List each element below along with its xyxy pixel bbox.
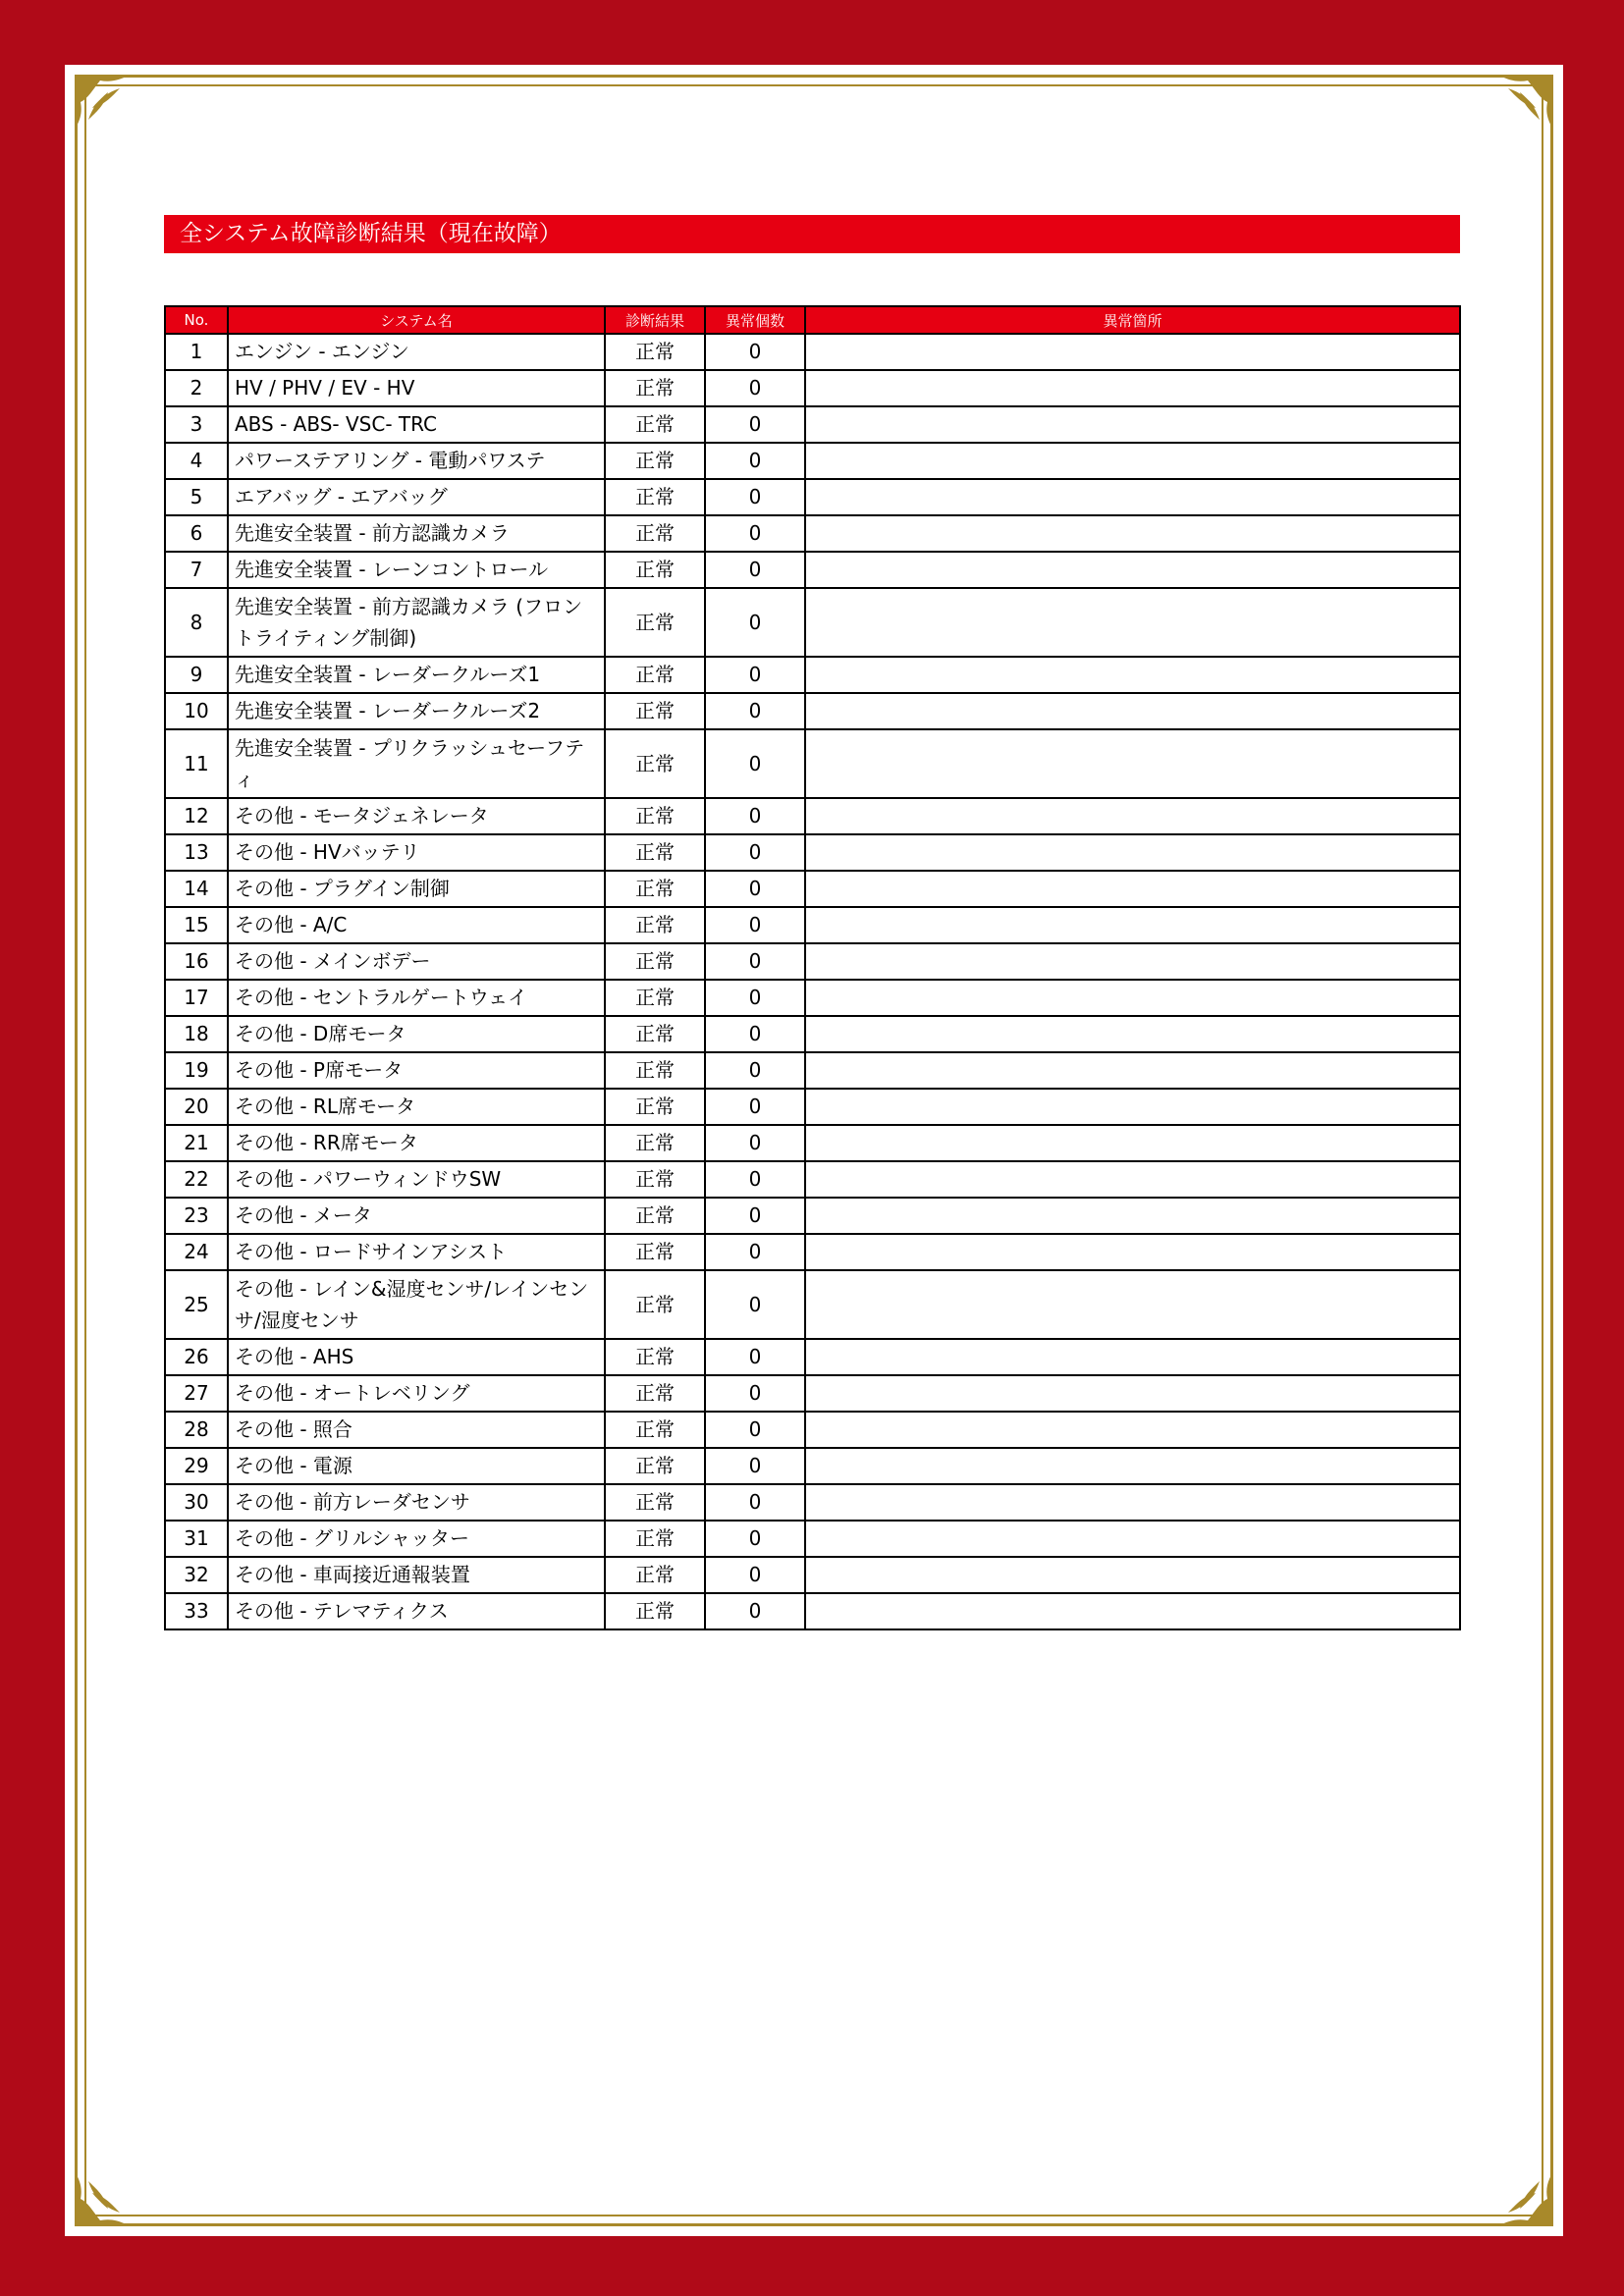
row-result-cell: 正常 <box>605 515 705 552</box>
row-system-cell: その他 - 車両接近通報装置 <box>228 1557 605 1593</box>
row-result-cell: 正常 <box>605 657 705 693</box>
row-system-cell: 先進安全装置 - 前方認識カメラ <box>228 515 605 552</box>
row-result-cell: 正常 <box>605 588 705 657</box>
row-count-cell: 0 <box>705 1234 805 1270</box>
row-result-cell: 正常 <box>605 1234 705 1270</box>
row-location-cell <box>805 1448 1460 1484</box>
row-count-cell: 0 <box>705 657 805 693</box>
row-system-cell: 先進安全装置 - レーンコントロール <box>228 552 605 588</box>
row-no-cell: 32 <box>165 1557 228 1593</box>
row-no-cell: 15 <box>165 907 228 943</box>
row-location-cell <box>805 1593 1460 1629</box>
row-location-cell <box>805 1412 1460 1448</box>
row-no-cell: 26 <box>165 1339 228 1375</box>
row-result-cell: 正常 <box>605 1375 705 1412</box>
row-system-cell: その他 - テレマティクス <box>228 1593 605 1629</box>
row-no-cell: 14 <box>165 871 228 907</box>
row-result-cell: 正常 <box>605 552 705 588</box>
row-count-cell: 0 <box>705 443 805 479</box>
row-location-cell <box>805 1198 1460 1234</box>
row-result-cell: 正常 <box>605 1052 705 1089</box>
row-location-cell <box>805 588 1460 657</box>
row-location-cell <box>805 657 1460 693</box>
row-location-cell <box>805 693 1460 729</box>
row-result-cell: 正常 <box>605 834 705 871</box>
row-result-cell: 正常 <box>605 1412 705 1448</box>
table-row <box>165 1557 1460 1593</box>
row-system-cell: エンジン - エンジン <box>228 334 605 370</box>
row-count-cell: 0 <box>705 1125 805 1161</box>
row-count-cell: 0 <box>705 693 805 729</box>
row-system-cell: その他 - プラグイン制御 <box>228 871 605 907</box>
row-result-cell: 正常 <box>605 907 705 943</box>
column-header-no: No. <box>165 306 228 334</box>
table-row <box>165 370 1460 406</box>
ornament-corner-icon <box>1469 71 1557 159</box>
row-location-cell <box>805 798 1460 834</box>
row-count-cell: 0 <box>705 1448 805 1484</box>
table-row <box>165 1412 1460 1448</box>
row-system-cell: 先進安全装置 - レーダークルーズ1 <box>228 657 605 693</box>
table-row <box>165 1448 1460 1484</box>
report-title: 全システム故障診断結果（現在故障） <box>164 215 1460 253</box>
row-result-cell: 正常 <box>605 334 705 370</box>
row-location-cell <box>805 1125 1460 1161</box>
table-row <box>165 588 1460 657</box>
row-count-cell: 0 <box>705 943 805 980</box>
row-system-cell: その他 - オートレベリング <box>228 1375 605 1412</box>
table-row <box>165 1593 1460 1629</box>
row-result-cell: 正常 <box>605 479 705 515</box>
table-row <box>165 515 1460 552</box>
row-location-cell <box>805 1161 1460 1198</box>
row-count-cell: 0 <box>705 1089 805 1125</box>
column-header-location: 異常箇所 <box>805 306 1460 334</box>
ornament-corner-icon <box>71 2142 159 2230</box>
column-header-system: システム名 <box>228 306 605 334</box>
row-system-cell: その他 - ロードサインアシスト <box>228 1234 605 1270</box>
table-row <box>165 798 1460 834</box>
row-result-cell: 正常 <box>605 693 705 729</box>
row-result-cell: 正常 <box>605 1270 705 1339</box>
row-count-cell: 0 <box>705 1016 805 1052</box>
row-count-cell: 0 <box>705 1484 805 1521</box>
row-result-cell: 正常 <box>605 1198 705 1234</box>
row-count-cell: 0 <box>705 479 805 515</box>
row-no-cell: 21 <box>165 1125 228 1161</box>
column-header-count: 異常個数 <box>705 306 805 334</box>
row-system-cell: その他 - 前方レーダセンサ <box>228 1484 605 1521</box>
row-system-cell: その他 - メータ <box>228 1198 605 1234</box>
row-no-cell: 27 <box>165 1375 228 1412</box>
row-no-cell: 24 <box>165 1234 228 1270</box>
row-result-cell: 正常 <box>605 980 705 1016</box>
row-system-cell: その他 - AHS <box>228 1339 605 1375</box>
row-count-cell: 0 <box>705 907 805 943</box>
row-no-cell: 23 <box>165 1198 228 1234</box>
row-count-cell: 0 <box>705 1557 805 1593</box>
row-result-cell: 正常 <box>605 370 705 406</box>
table-row <box>165 1089 1460 1125</box>
row-count-cell: 0 <box>705 980 805 1016</box>
row-location-cell <box>805 479 1460 515</box>
row-location-cell <box>805 1270 1460 1339</box>
table-row <box>165 943 1460 980</box>
table-row <box>165 907 1460 943</box>
row-count-cell: 0 <box>705 1412 805 1448</box>
table-row <box>165 1521 1460 1557</box>
row-location-cell <box>805 370 1460 406</box>
row-count-cell: 0 <box>705 1521 805 1557</box>
row-result-cell: 正常 <box>605 1016 705 1052</box>
row-system-cell: その他 - A/C <box>228 907 605 943</box>
row-location-cell <box>805 1339 1460 1375</box>
row-no-cell: 19 <box>165 1052 228 1089</box>
row-system-cell: その他 - D席モータ <box>228 1016 605 1052</box>
row-count-cell: 0 <box>705 834 805 871</box>
table-row <box>165 693 1460 729</box>
row-system-cell: 先進安全装置 - プリクラッシュセーフティ <box>228 729 605 798</box>
row-no-cell: 30 <box>165 1484 228 1521</box>
row-count-cell: 0 <box>705 334 805 370</box>
row-result-cell: 正常 <box>605 729 705 798</box>
row-no-cell: 11 <box>165 729 228 798</box>
ornament-corner-icon <box>1469 2142 1557 2230</box>
row-location-cell <box>805 334 1460 370</box>
row-no-cell: 33 <box>165 1593 228 1629</box>
report-page <box>65 65 1563 2236</box>
row-count-cell: 0 <box>705 729 805 798</box>
row-no-cell: 31 <box>165 1521 228 1557</box>
row-result-cell: 正常 <box>605 943 705 980</box>
table-row <box>165 334 1460 370</box>
row-result-cell: 正常 <box>605 1125 705 1161</box>
table-row <box>165 1161 1460 1198</box>
row-no-cell: 9 <box>165 657 228 693</box>
table-row <box>165 1234 1460 1270</box>
row-system-cell: その他 - 照合 <box>228 1412 605 1448</box>
row-no-cell: 17 <box>165 980 228 1016</box>
row-no-cell: 12 <box>165 798 228 834</box>
row-location-cell <box>805 1557 1460 1593</box>
table-row <box>165 1052 1460 1089</box>
column-header-result: 診断結果 <box>605 306 705 334</box>
row-location-cell <box>805 871 1460 907</box>
row-no-cell: 8 <box>165 588 228 657</box>
row-count-cell: 0 <box>705 1161 805 1198</box>
row-result-cell: 正常 <box>605 1448 705 1484</box>
row-system-cell: その他 - P席モータ <box>228 1052 605 1089</box>
row-location-cell <box>805 1234 1460 1270</box>
row-no-cell: 7 <box>165 552 228 588</box>
row-system-cell: その他 - モータジェネレータ <box>228 798 605 834</box>
row-count-cell: 0 <box>705 515 805 552</box>
row-result-cell: 正常 <box>605 798 705 834</box>
table-row <box>165 1198 1460 1234</box>
row-system-cell: その他 - グリルシャッター <box>228 1521 605 1557</box>
table-row <box>165 443 1460 479</box>
row-count-cell: 0 <box>705 1339 805 1375</box>
row-no-cell: 5 <box>165 479 228 515</box>
row-location-cell <box>805 943 1460 980</box>
row-count-cell: 0 <box>705 406 805 443</box>
row-no-cell: 25 <box>165 1270 228 1339</box>
row-location-cell <box>805 729 1460 798</box>
row-count-cell: 0 <box>705 588 805 657</box>
table-row <box>165 1339 1460 1375</box>
row-no-cell: 10 <box>165 693 228 729</box>
row-system-cell: エアバッグ - エアバッグ <box>228 479 605 515</box>
row-location-cell <box>805 443 1460 479</box>
row-system-cell: HV / PHV / EV - HV <box>228 370 605 406</box>
row-system-cell: その他 - RR席モータ <box>228 1125 605 1161</box>
row-system-cell: その他 - RL席モータ <box>228 1089 605 1125</box>
row-no-cell: 3 <box>165 406 228 443</box>
row-location-cell <box>805 406 1460 443</box>
row-location-cell <box>805 1375 1460 1412</box>
table-row <box>165 552 1460 588</box>
row-system-cell: その他 - レイン&湿度センサ/レインセンサ/湿度センサ <box>228 1270 605 1339</box>
row-location-cell <box>805 907 1460 943</box>
row-system-cell: ABS - ABS- VSC- TRC <box>228 406 605 443</box>
row-result-cell: 正常 <box>605 1557 705 1593</box>
row-system-cell: その他 - HVバッテリ <box>228 834 605 871</box>
row-no-cell: 13 <box>165 834 228 871</box>
row-result-cell: 正常 <box>605 1593 705 1629</box>
row-system-cell: 先進安全装置 - 前方認識カメラ (フロントライティング制御) <box>228 588 605 657</box>
table-row <box>165 479 1460 515</box>
table-row <box>165 834 1460 871</box>
row-location-cell <box>805 1089 1460 1125</box>
table-row <box>165 980 1460 1016</box>
row-no-cell: 16 <box>165 943 228 980</box>
row-system-cell: その他 - パワーウィンドウSW <box>228 1161 605 1198</box>
diagnosis-table <box>164 305 1461 1630</box>
row-result-cell: 正常 <box>605 1339 705 1375</box>
table-row <box>165 1125 1460 1161</box>
row-result-cell: 正常 <box>605 443 705 479</box>
row-result-cell: 正常 <box>605 1161 705 1198</box>
row-location-cell <box>805 1016 1460 1052</box>
row-count-cell: 0 <box>705 370 805 406</box>
table-row <box>165 406 1460 443</box>
row-count-cell: 0 <box>705 1375 805 1412</box>
row-system-cell: その他 - 電源 <box>228 1448 605 1484</box>
row-no-cell: 28 <box>165 1412 228 1448</box>
row-no-cell: 18 <box>165 1016 228 1052</box>
row-no-cell: 2 <box>165 370 228 406</box>
row-no-cell: 4 <box>165 443 228 479</box>
row-no-cell: 1 <box>165 334 228 370</box>
row-no-cell: 20 <box>165 1089 228 1125</box>
row-system-cell: パワーステアリング - 電動パワステ <box>228 443 605 479</box>
row-no-cell: 6 <box>165 515 228 552</box>
row-count-cell: 0 <box>705 798 805 834</box>
table-row <box>165 1375 1460 1412</box>
ornament-corner-icon <box>71 71 159 159</box>
row-location-cell <box>805 552 1460 588</box>
row-result-cell: 正常 <box>605 871 705 907</box>
table-row <box>165 1016 1460 1052</box>
row-system-cell: 先進安全装置 - レーダークルーズ2 <box>228 693 605 729</box>
row-count-cell: 0 <box>705 1198 805 1234</box>
row-system-cell: その他 - メインボデー <box>228 943 605 980</box>
row-count-cell: 0 <box>705 552 805 588</box>
row-result-cell: 正常 <box>605 1521 705 1557</box>
table-row <box>165 871 1460 907</box>
table-row <box>165 657 1460 693</box>
row-result-cell: 正常 <box>605 1089 705 1125</box>
table-header-row <box>165 306 1460 334</box>
row-location-cell <box>805 980 1460 1016</box>
row-count-cell: 0 <box>705 871 805 907</box>
row-count-cell: 0 <box>705 1270 805 1339</box>
row-no-cell: 22 <box>165 1161 228 1198</box>
table-row <box>165 729 1460 798</box>
table-row <box>165 1270 1460 1339</box>
row-location-cell <box>805 1484 1460 1521</box>
row-result-cell: 正常 <box>605 1484 705 1521</box>
row-location-cell <box>805 834 1460 871</box>
row-system-cell: その他 - セントラルゲートウェイ <box>228 980 605 1016</box>
row-no-cell: 29 <box>165 1448 228 1484</box>
row-count-cell: 0 <box>705 1052 805 1089</box>
row-location-cell <box>805 1521 1460 1557</box>
row-count-cell: 0 <box>705 1593 805 1629</box>
table-row <box>165 1484 1460 1521</box>
row-location-cell <box>805 515 1460 552</box>
row-location-cell <box>805 1052 1460 1089</box>
row-result-cell: 正常 <box>605 406 705 443</box>
